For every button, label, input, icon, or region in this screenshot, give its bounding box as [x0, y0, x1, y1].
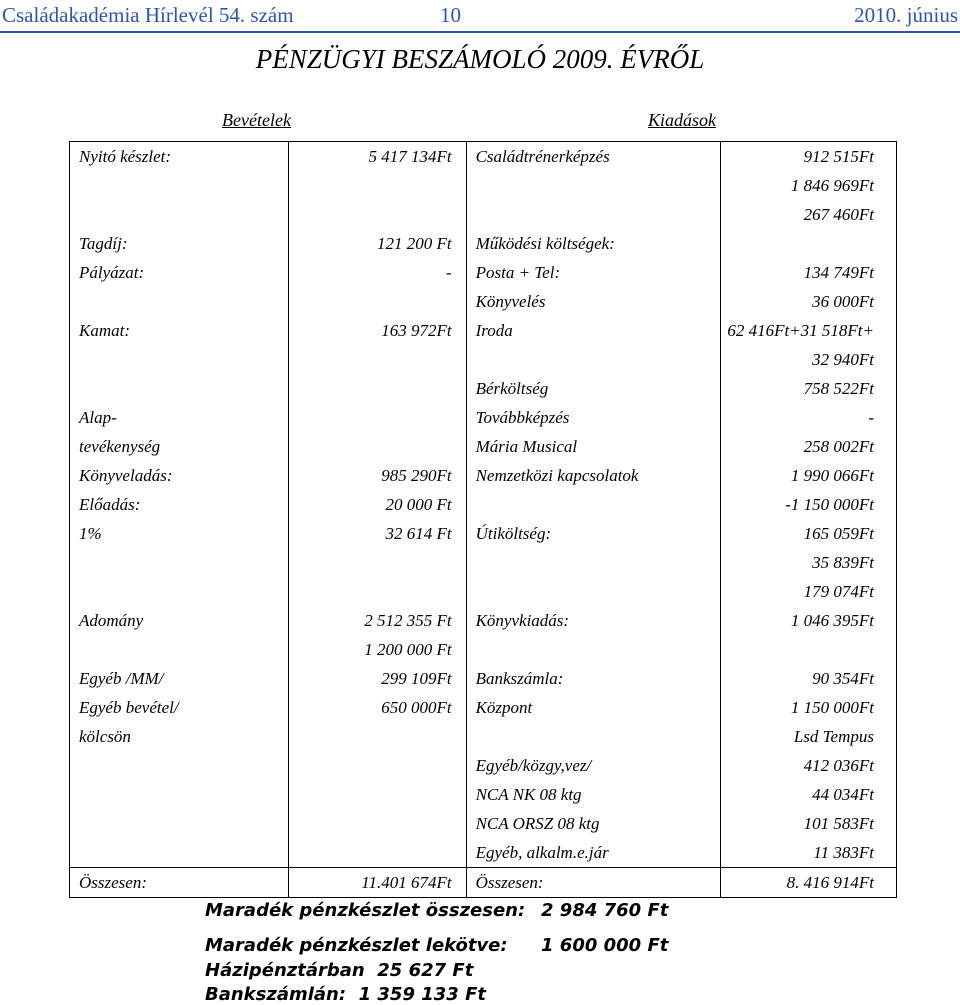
expense-amount: 90 354Ft	[721, 664, 897, 693]
income-amount	[289, 374, 466, 403]
income-label: tevékenység	[70, 432, 289, 461]
income-label	[70, 838, 289, 868]
newsletter-header	[0, 0, 960, 32]
income-amount: 650 000Ft	[289, 693, 466, 722]
expense-label: Egyéb, alkalm.e.jár	[466, 838, 721, 868]
expense-label: Működési költségek:	[466, 229, 721, 258]
table-row	[70, 461, 897, 490]
expense-amount: 36 000Ft	[721, 287, 897, 316]
table-row	[70, 171, 897, 200]
table-row	[70, 345, 897, 374]
table-row	[70, 809, 897, 838]
income-label	[70, 345, 289, 374]
table-row	[70, 751, 897, 780]
remaining-total-label: Maradék pénzkészlet összesen:	[205, 900, 526, 921]
income-label: Egyéb bevétel/	[70, 693, 289, 722]
expense-label: Könyvkiadás:	[466, 606, 721, 635]
income-amount: 20 000 Ft	[289, 490, 466, 519]
table-row	[70, 606, 897, 635]
income-label: Alap-	[70, 403, 289, 432]
expense-amount: 35 839Ft	[721, 548, 897, 577]
income-label	[70, 287, 289, 316]
table-row	[70, 287, 897, 316]
table-row	[70, 229, 897, 258]
income-amount: 299 109Ft	[289, 664, 466, 693]
totals-row	[70, 868, 897, 898]
expense-label: Családtrénerképzés	[466, 142, 721, 172]
income-amount: 163 972Ft	[289, 316, 466, 345]
income-label: Nyitó készlet:	[70, 142, 289, 172]
expense-amount: 165 059Ft	[721, 519, 897, 548]
income-amount	[289, 780, 466, 809]
income-amount	[289, 577, 466, 606]
income-amount	[289, 345, 466, 374]
table-row	[70, 200, 897, 229]
expense-label	[466, 548, 721, 577]
income-label	[70, 809, 289, 838]
expense-amount: 1 150 000Ft	[721, 693, 897, 722]
income-label	[70, 751, 289, 780]
income-amount: 5 417 134Ft	[289, 142, 466, 172]
table-row	[70, 722, 897, 751]
table-row	[70, 838, 897, 868]
table-row	[70, 635, 897, 664]
income-amount: 1 200 000 Ft	[289, 635, 466, 664]
expense-amount: 1 046 395Ft	[721, 606, 897, 635]
expense-amount: 1 990 066Ft	[721, 461, 897, 490]
expense-label	[466, 345, 721, 374]
income-label	[70, 200, 289, 229]
table-row	[70, 432, 897, 461]
expense-label: Mária Musical	[466, 432, 721, 461]
expense-amount: 258 002Ft	[721, 432, 897, 461]
income-total-amount: 11.401 674Ft	[289, 868, 466, 898]
expense-label	[466, 490, 721, 519]
expense-amount: 32 940Ft	[721, 345, 897, 374]
expense-label	[466, 577, 721, 606]
income-amount: -	[289, 258, 466, 287]
income-label: kölcsön	[70, 722, 289, 751]
income-label: 1%	[70, 519, 289, 548]
table-row	[70, 693, 897, 722]
income-heading: Bevételek	[222, 110, 291, 130]
income-amount	[289, 751, 466, 780]
expense-label	[466, 722, 721, 751]
table-row	[70, 403, 897, 432]
income-label	[70, 548, 289, 577]
expense-label: Egyéb/közgy,vez/	[466, 751, 721, 780]
expense-label: Posta + Tel:	[466, 258, 721, 287]
income-label: Kamat:	[70, 316, 289, 345]
table-row	[70, 780, 897, 809]
expense-amount: 758 522Ft	[721, 374, 897, 403]
income-label: Pályázat:	[70, 258, 289, 287]
income-label	[70, 171, 289, 200]
income-label	[70, 374, 289, 403]
expense-label: NCA ORSZ 08 ktg	[466, 809, 721, 838]
table-row	[70, 664, 897, 693]
expense-label: Iroda	[466, 316, 721, 345]
expense-amount: 62 416Ft+31 518Ft+	[721, 316, 897, 345]
income-amount	[289, 403, 466, 432]
income-amount	[289, 200, 466, 229]
income-amount: 2 512 355 Ft	[289, 606, 466, 635]
income-amount	[289, 722, 466, 751]
income-amount	[289, 548, 466, 577]
expense-amount: 267 460Ft	[721, 200, 897, 229]
income-amount	[289, 838, 466, 868]
expense-label: Útiköltség:	[466, 519, 721, 548]
table-row	[70, 490, 897, 519]
expense-label: Bankszámla:	[466, 664, 721, 693]
expense-amount	[721, 635, 897, 664]
expense-amount: 44 034Ft	[721, 780, 897, 809]
expense-label: Könyvelés	[466, 287, 721, 316]
expenses-heading: Kiadások	[648, 110, 717, 130]
table-row	[70, 316, 897, 345]
report-title: PÉNZÜGYI BESZÁMOLÓ 2009. ÉVRŐL	[255, 44, 705, 74]
income-label	[70, 780, 289, 809]
expense-label: Nemzetközi kapcsolatok	[466, 461, 721, 490]
table-row	[70, 258, 897, 287]
income-amount: 121 200 Ft	[289, 229, 466, 258]
expense-label	[466, 171, 721, 200]
expense-amount: 412 036Ft	[721, 751, 897, 780]
income-label: Egyéb /MM/	[70, 664, 289, 693]
bank-account-line: Bankszámlán: 1 359 133 Ft	[205, 984, 486, 1005]
remaining-total-line	[205, 900, 669, 921]
expense-amount	[721, 229, 897, 258]
issue-date: 2010. június	[854, 3, 958, 27]
table-row	[70, 374, 897, 403]
table-row	[70, 548, 897, 577]
expense-total-amount: 8. 416 914Ft	[721, 868, 897, 898]
expense-label: Központ	[466, 693, 721, 722]
remaining-total-value: 2 984 760 Ft	[541, 900, 669, 921]
expense-amount: 179 074Ft	[721, 577, 897, 606]
expense-amount: 1 846 969Ft	[721, 171, 897, 200]
income-label	[70, 577, 289, 606]
expense-amount: -	[721, 403, 897, 432]
financial-table	[69, 141, 897, 898]
expense-label: Továbbképzés	[466, 403, 721, 432]
income-total-label: Összesen:	[70, 868, 289, 898]
newsletter-title: Családakadémia Hírlevél 54. szám	[2, 3, 294, 27]
income-amount	[289, 432, 466, 461]
income-amount	[289, 171, 466, 200]
income-amount: 985 290Ft	[289, 461, 466, 490]
expense-amount: 134 749Ft	[721, 258, 897, 287]
income-label: Tagdíj:	[70, 229, 289, 258]
table-row	[70, 519, 897, 548]
expense-amount: 101 583Ft	[721, 809, 897, 838]
expense-amount: Lsd Tempus	[721, 722, 897, 751]
cash-on-hand-line: Házipénztárban 25 627 Ft	[205, 960, 474, 981]
income-label	[70, 635, 289, 664]
expense-amount: 912 515Ft	[721, 142, 897, 172]
remaining-fixed-line	[205, 935, 669, 956]
expense-label	[466, 635, 721, 664]
header-divider	[0, 31, 960, 33]
expense-label	[466, 200, 721, 229]
income-label: Könyveladás:	[70, 461, 289, 490]
table-row	[70, 142, 897, 172]
income-label: Előadás:	[70, 490, 289, 519]
income-label: Adomány	[70, 606, 289, 635]
income-amount: 32 614 Ft	[289, 519, 466, 548]
table-row	[70, 577, 897, 606]
remaining-fixed-value: 1 600 000 Ft	[541, 935, 669, 956]
expense-total-label: Összesen:	[466, 868, 721, 898]
expense-amount: 11 383Ft	[721, 838, 897, 868]
remaining-fixed-label: Maradék pénzkészlet lekötve:	[205, 935, 508, 956]
income-amount	[289, 287, 466, 316]
income-amount	[289, 809, 466, 838]
expense-label: Bérköltség	[466, 374, 721, 403]
expense-amount: -1 150 000Ft	[721, 490, 897, 519]
page-number: 10	[440, 3, 461, 27]
expense-label: NCA NK 08 ktg	[466, 780, 721, 809]
